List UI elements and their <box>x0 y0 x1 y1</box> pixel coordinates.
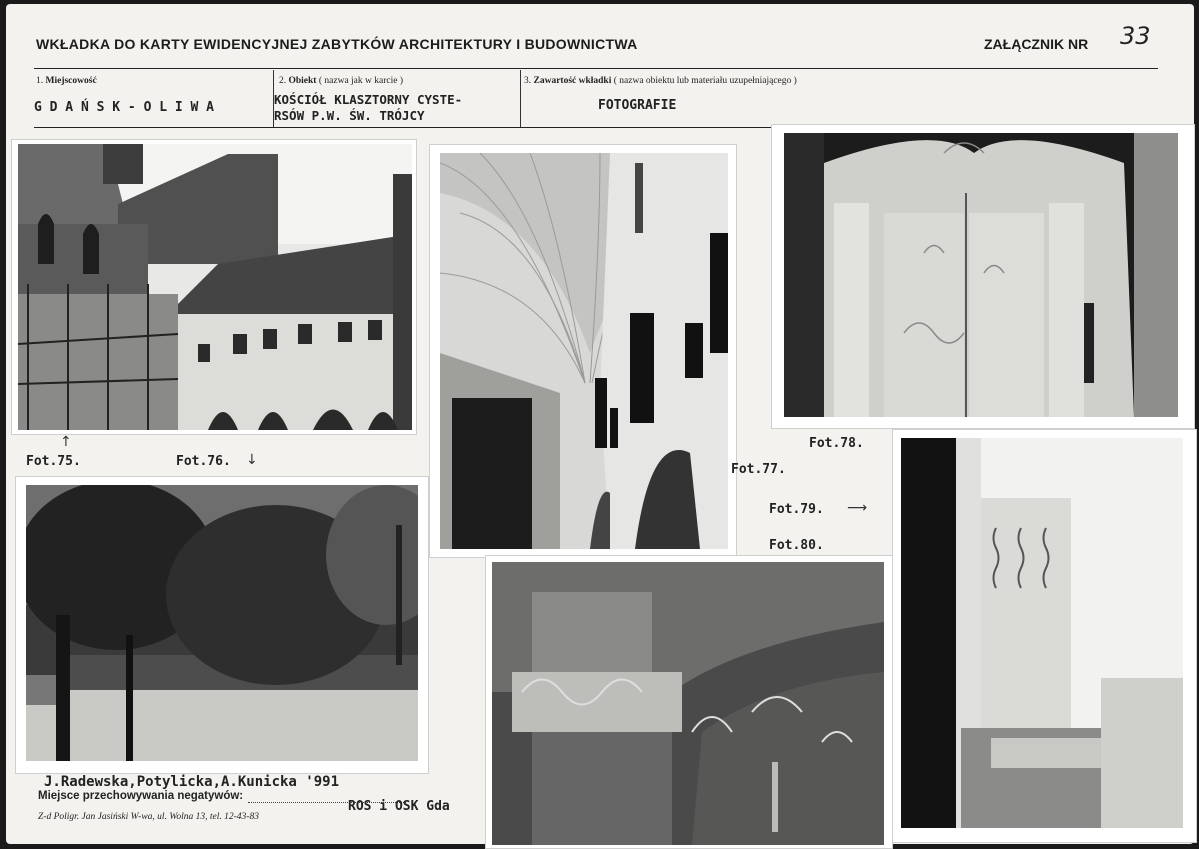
locality-label: 1. Miejscowość <box>36 76 97 86</box>
photo-79-capital-detail <box>486 556 892 848</box>
form-title: WKŁADKA DO KARTY EWIDENCYJNEJ ZABYTKÓW ARCHITEKTURY I BUDOWNICTWA <box>36 36 638 52</box>
attachment-number: 33 <box>1120 22 1151 50</box>
arrow-right-icon: ⟶ <box>847 500 868 516</box>
photo-75-cloister-exterior <box>12 140 416 434</box>
field-divider-2 <box>520 70 521 127</box>
photo-76-park <box>16 477 428 773</box>
label-fot-80: Fot.80. <box>769 538 824 553</box>
header-rule-top <box>34 68 1158 69</box>
negatives-value: ROS i OSK Gda <box>348 799 450 814</box>
document-sheet <box>6 4 1194 844</box>
label-fot-75: Fot.75. <box>26 454 81 469</box>
photo-77-nave-interior <box>430 145 736 557</box>
locality-value: G D A Ń S K - O L I W A <box>34 100 215 115</box>
label-fot-78: Fot.78. <box>809 436 864 451</box>
photo-80-pilaster-detail <box>893 430 1196 842</box>
label-fot-79: Fot.79. <box>769 502 824 517</box>
object-label: 2. Obiekt ( nazwa jak w karcie ) <box>279 76 403 86</box>
printer-info: Z-d Poligr. Jan Jasiński W-wa, ul. Wolna 13, tel. 12-43-83 <box>38 812 259 822</box>
contents-label: 3. Zawartość wkładki ( nazwa obiektu lub materiału uzupełniającego ) <box>524 76 797 86</box>
negatives-label: Miejsce przechowywania negatywów: <box>38 790 244 802</box>
photographer-credit: J.Radewska,Potylicka,A.Kunicka '991 <box>44 774 340 790</box>
label-fot-76: Fot.76. <box>176 454 231 469</box>
label-fot-77: Fot.77. <box>731 462 786 477</box>
photo-78-baroque-cabinet <box>772 125 1194 428</box>
attachment-label: ZAŁĄCZNIK NR <box>984 36 1089 52</box>
arrow-up-icon: ↑ <box>60 434 72 450</box>
arrow-down-icon: ↓ <box>246 452 258 468</box>
contents-value: FOTOGRAFIE <box>598 98 677 113</box>
object-value-line-1: KOŚCIÓŁ KLASZTORNY CYSTE- <box>274 92 463 107</box>
object-value-line-2: RSÓW P.W. ŚW. TRÓJCY <box>274 108 425 123</box>
